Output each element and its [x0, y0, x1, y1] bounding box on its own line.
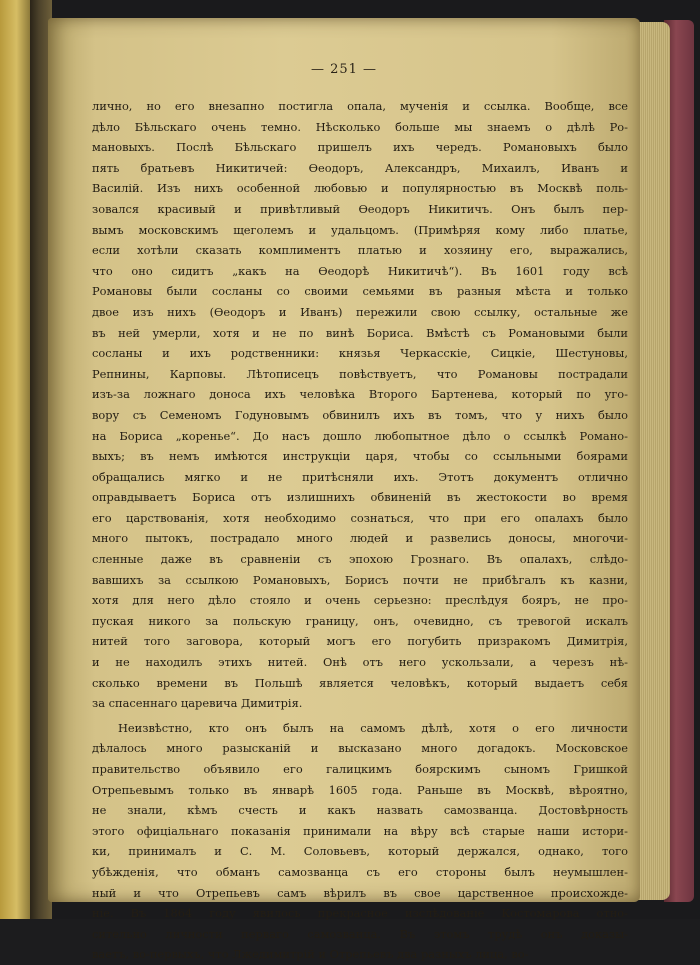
text-line: выхъ; въ немъ имѣются инструкціи царя, чтобы со ссыльными боярами: [92, 449, 628, 464]
text-line: его царствованія, хотя необходимо сознаться, что при его опалахъ было: [92, 510, 628, 525]
text-line: изъ-за ложнаго доноса ихъ человѣка Второго Бартенева, который по уго-: [92, 387, 628, 402]
text-line: Романовы были сосланы со своими семьями въ разныя мѣста и только: [92, 284, 628, 299]
text-line: пять братьевъ Никитичей: Ѳеодоръ, Александръ, Михаилъ, Иванъ и: [92, 160, 628, 175]
text-line: сосланы и ихъ родственники: князья Черкасскіе, Сицкіе, Шестуновы,: [92, 346, 628, 361]
text-line: на Бориса „коренье“. До насъ дошло любопытное дѣло о ссылкѣ Романо-: [92, 428, 628, 443]
text-line: если хотѣли сказать комплиментъ платью и хозяину его, выражались,: [92, 243, 628, 258]
text-line: нитей того заговора, который могъ его погубить призракомъ Димитрія,: [92, 634, 628, 649]
page-number: — 251 —: [310, 62, 378, 77]
text-line: Отрепьевымъ только въ январѣ 1605 года. Раньше въ Москвѣ, вѣроятно,: [92, 782, 628, 797]
page-text: [92, 96, 628, 965]
text-line: убѣжденія, что обманъ самозванца съ его стороны былъ неумышлен-: [92, 864, 628, 879]
text-line: вору съ Семеномъ Годуновымъ обвинилъ ихъ въ томъ, что у нихъ было: [92, 407, 628, 422]
text-line: что оно сидитъ „какъ на Ѳеодорѣ Никитичѣ“). Въ 1601 году всѣ: [92, 263, 628, 278]
text-line: лично, но его внезапно постигла опала, мученія и ссылка. Вообще, все: [92, 99, 628, 113]
text-line: Репнины, Карповы. Лѣтописецъ повѣствуетъ, что Романовы пострадали: [92, 366, 628, 381]
text-line: ваетъ, во-первыхъ, что Лжедимитрій и Отрепьевъ два разныхъ лица, во-: [92, 947, 529, 962]
text-line: хотя для него дѣло стояло и очень серьезно: преслѣдуя бояръ, не про-: [92, 593, 628, 608]
text-line: дѣлалось много разысканій и высказано много догадокъ. Московское: [92, 741, 628, 756]
text-line: ки, принималъ и С. М. Соловьевъ, который держался, однако, того: [92, 844, 628, 859]
text-line: Неизвѣстно, кто онъ былъ на самомъ дѣлѣ, хотя о его личности: [118, 720, 628, 735]
text-line: дѣло Бѣльскаго очень темно. Нѣсколько больше мы знаемъ о дѣлѣ Ро-: [92, 119, 628, 134]
text-line: въ ней умерли, хотя и не по винѣ Бориса. Вмѣстѣ съ Романовыми были: [92, 325, 628, 340]
text-line: за спасеннаго царевича Димитрія.: [92, 696, 303, 711]
text-line: вымъ московскимъ щеголемъ и удальцомъ. (Примѣряя кому либо платье,: [92, 222, 628, 237]
text-line: правительство объявило его галицкимъ боярскимъ сыномъ Гришкой: [92, 762, 628, 776]
text-line: не знали, кѣмъ счесть и какъ назвать самозванца. Достовѣрность: [92, 803, 628, 818]
text-line: и не находилъ этихъ нитей. Онѣ отъ него ускользали, а черезъ нѣ-: [92, 655, 628, 670]
text-line: Василій. Изъ нихъ особенной любовью и популярностью въ Москвѣ поль-: [92, 181, 628, 196]
text-line: оправдываетъ Бориса отъ излишнихъ обвиненій въ жестокости во время: [92, 490, 628, 505]
page-edges: [636, 22, 670, 900]
text-line: зовался красивый и привѣтливый Ѳеодоръ Никитичъ. Онъ былъ пер-: [92, 201, 628, 216]
text-line: сленные даже въ сравненіи съ эпохою Грознаго. Въ опалахъ, слѣдо-: [92, 552, 628, 567]
text-line: сительно личности перваго самозванца. Въ этомъ трудѣ онъ доказы-: [92, 926, 628, 941]
text-line: много пытокъ, пострадало много людей и развелись доносы, многочи-: [92, 531, 628, 546]
text-line: ный и что Отрепьевъ самъ вѣрилъ въ свое царственное происхожде-: [92, 885, 628, 900]
text-line: двое изъ нихъ (Ѳеодоръ и Иванъ) пережили свою ссылку, остальные же: [92, 304, 628, 319]
left-page-edge: [0, 0, 30, 919]
paragraph-2: [92, 718, 628, 965]
text-line: обращались мягко и не притѣсняли ихъ. Этотъ документъ отлично: [92, 469, 628, 484]
paragraph-1: [92, 96, 628, 714]
text-line: ніе. Въ 1864 году явилось прекрасное изслѣдованіе Костомарова отно-: [92, 906, 628, 921]
text-line: пуская никого за польскую границу, онъ, очевидно, съ тревогой искалъ: [92, 613, 628, 628]
text-line: вавшихъ за ссылкою Романовыхъ, Борисъ почти не прибѣгалъ къ казни,: [92, 572, 628, 587]
text-line: этого офиціальнаго показанія принимали на вѣру всѣ старые наши истори-: [92, 823, 628, 838]
text-line: мановыхъ. Послѣ Бѣльскаго пришелъ ихъ чередъ. Романовыхъ было: [92, 140, 628, 155]
text-line: сколько времени въ Польшѣ является человѣкъ, который выдаетъ себя: [92, 675, 628, 690]
